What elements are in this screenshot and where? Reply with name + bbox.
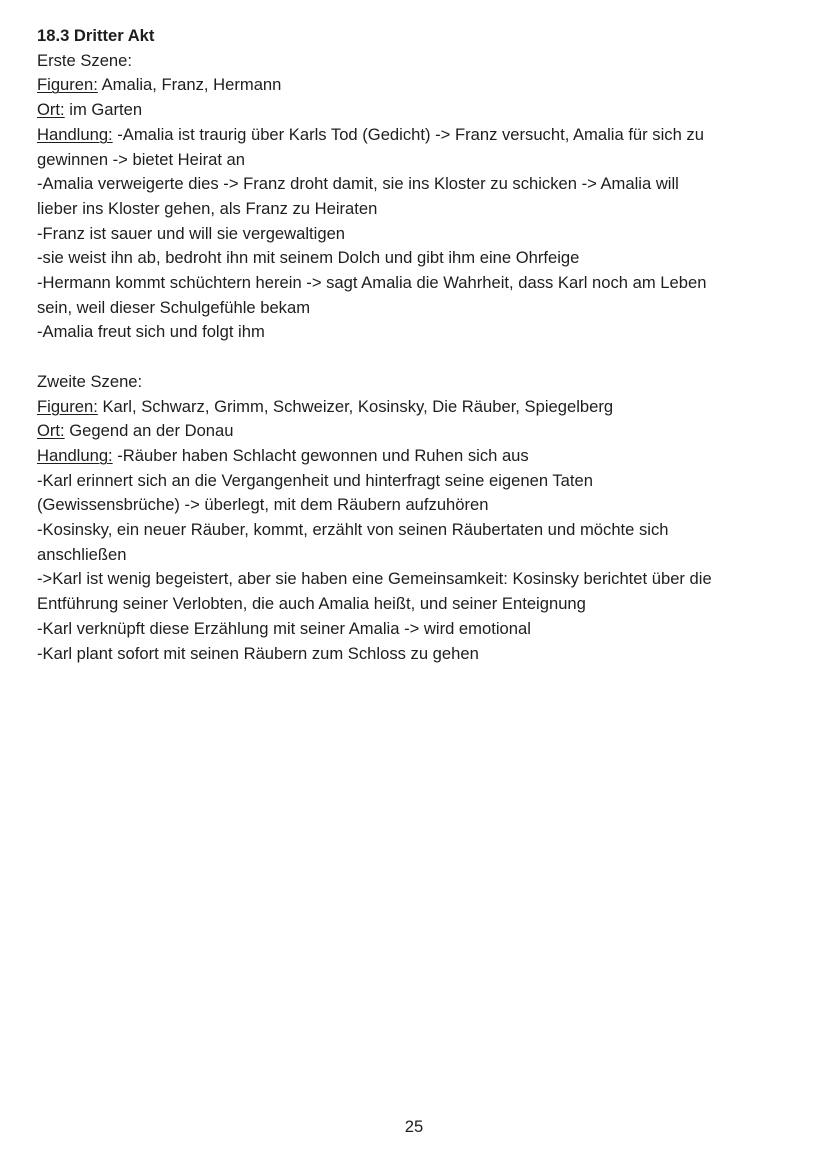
- figuren-label: Figuren:: [37, 75, 98, 95]
- handlung-line: [37, 444, 807, 469]
- text-line: -Karl plant sofort mit seinen Räubern zum Schloss zu gehen: [37, 643, 479, 663]
- ort-value: Gegend an der Donau: [64, 421, 234, 441]
- figuren-line: [37, 73, 807, 98]
- text-line: ->Karl ist wenig begeistert, aber sie haben eine Gemeinsamkeit: Kosinsky berichtet über die: [37, 569, 712, 589]
- text-line: -Karl verknüpft diese Erzählung mit seiner Amalia -> wird emotional: [37, 618, 531, 638]
- text-line: -Hermann kommt schüchtern herein -> sagt Amalia die Wahrheit, dass Karl noch am Leben: [37, 273, 707, 293]
- text-line: Entführung seiner Verlobten, die auch Amalia heißt, und seiner Enteignung: [37, 594, 586, 614]
- text-line: sein, weil dieser Schulgefühle bekam: [37, 297, 311, 317]
- ort-label: Ort:: [37, 421, 65, 441]
- scene-title: Erste Szene:: [37, 50, 133, 70]
- figuren-value: Amalia, Franz, Hermann: [97, 75, 282, 95]
- text-line: -Amalia freut sich und folgt ihm: [37, 322, 265, 342]
- section-heading: 18.3 Dritter Akt: [37, 26, 155, 45]
- page-number: 25: [404, 1117, 424, 1136]
- handlung-label: Handlung:: [37, 445, 113, 465]
- text-line: lieber ins Kloster gehen, als Franz zu Heiraten: [37, 198, 378, 218]
- ort-label: Ort:: [37, 100, 65, 120]
- ort-line: [37, 98, 807, 123]
- ort-value: im Garten: [64, 100, 143, 120]
- text-line: -Karl erinnert sich an die Vergangenheit und hinterfragt seine eigenen Taten: [37, 470, 593, 490]
- document-page: [37, 24, 807, 666]
- figuren-line: [37, 395, 807, 420]
- scene-title: Zweite Szene:: [37, 371, 143, 391]
- text-line: -Amalia ist traurig über Karls Tod (Gedicht) -> Franz versucht, Amalia für sich zu: [112, 124, 704, 144]
- handlung-line: [37, 123, 807, 148]
- text-line: -Räuber haben Schlacht gewonnen und Ruhen sich aus: [112, 445, 529, 465]
- figuren-label: Figuren:: [37, 396, 98, 416]
- text-line: -Franz ist sauer und will sie vergewaltigen: [37, 223, 346, 243]
- text-line: gewinnen -> bietet Heirat an: [37, 149, 246, 169]
- text-line: -Kosinsky, ein neuer Räuber, kommt, erzählt von seinen Räubertaten und möchte sich: [37, 520, 669, 540]
- ort-line: [37, 419, 807, 444]
- text-line: -sie weist ihn ab, bedroht ihn mit seinem Dolch und gibt ihm eine Ohrfeige: [37, 248, 580, 268]
- figuren-value: Karl, Schwarz, Grimm, Schweizer, Kosinsky, Die Räuber, Spiegelberg: [97, 396, 614, 416]
- text-line: -Amalia verweigerte dies -> Franz droht damit, sie ins Kloster zu schicken -> Amalia will: [37, 174, 679, 194]
- handlung-label: Handlung:: [37, 124, 113, 144]
- text-line: (Gewissensbrüche) -> überlegt, mit dem Räubern aufzuhören: [37, 495, 489, 515]
- text-line: anschließen: [37, 544, 127, 564]
- paragraph-spacer: [37, 345, 807, 370]
